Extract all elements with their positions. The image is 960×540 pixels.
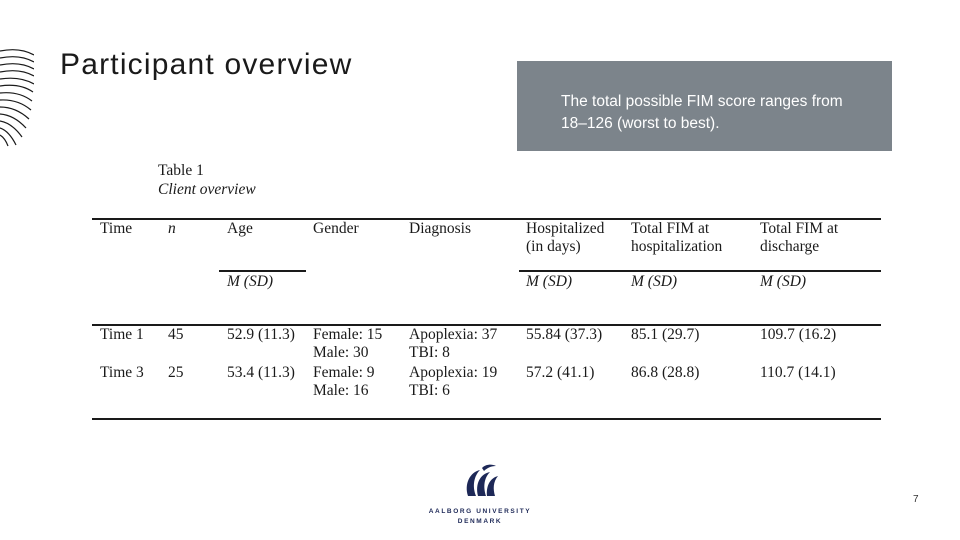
row2-time: Time 3 [100, 364, 144, 381]
row2-hospitalized: 57.2 (41.1) [526, 364, 595, 381]
header-hospitalized-line2: (in days) [526, 238, 581, 255]
row2-diagnosis-tbi: TBI: 6 [409, 382, 450, 399]
header-fim-hospitalization-line2: hospitalization [631, 238, 723, 255]
table-caption-subtitle: Client overview [158, 181, 256, 198]
table-bottom-rule [92, 418, 881, 420]
row1-diagnosis [409, 326, 497, 362]
header-time: Time [100, 220, 133, 237]
header-fim-discharge [760, 220, 838, 256]
row2-gender-male: Male: 16 [313, 382, 369, 399]
row2-diagnosis-apoplexia: Apoplexia: 19 [409, 364, 498, 381]
decorative-lines-graphic [0, 45, 34, 147]
page-number: 7 [913, 494, 919, 505]
header-n: n [168, 220, 176, 237]
row1-n: 45 [168, 326, 184, 343]
logo-university-name: AALBORG UNIVERSITY [428, 508, 532, 515]
header-age: Age [227, 220, 253, 237]
client-overview-table [92, 218, 881, 420]
row1-fim-discharge: 109.7 (16.2) [760, 326, 837, 343]
subheader-age: M (SD) [227, 273, 274, 290]
row1-diagnosis-apoplexia: Apoplexia: 37 [409, 326, 498, 343]
note-text: The total possible FIM score ranges from 18–126 (worst to best). [561, 93, 843, 132]
row1-diagnosis-tbi: TBI: 8 [409, 344, 450, 361]
subheader-fim-discharge: M (SD) [760, 273, 807, 290]
row2-gender [313, 364, 375, 400]
row1-gender [313, 326, 382, 362]
row1-hospitalized: 55.84 (37.3) [526, 326, 603, 343]
subheader-fim-hospitalization: M (SD) [631, 273, 678, 290]
row2-fim-hospitalization: 86.8 (28.8) [631, 364, 700, 381]
header-fim-discharge-line2: discharge [760, 238, 820, 255]
row2-diagnosis [409, 364, 497, 400]
header-fim-hospitalization-line1: Total FIM at [631, 220, 710, 237]
table-caption-title: Table 1 [158, 162, 204, 179]
row2-gender-female: Female: 9 [313, 364, 375, 381]
header-gender: Gender [313, 220, 359, 237]
row1-fim-hospitalization: 85.1 (29.7) [631, 326, 700, 343]
row2-n: 25 [168, 364, 184, 381]
header-diagnosis: Diagnosis [409, 220, 471, 237]
header-fim-hospitalization [631, 220, 722, 256]
age-subheader-rule [219, 270, 306, 272]
row1-age: 52.9 (11.3) [227, 326, 295, 343]
table-caption [158, 161, 256, 199]
row1-time: Time 1 [100, 326, 144, 343]
row2-fim-discharge: 110.7 (14.1) [760, 364, 836, 381]
slide-title: Participant overview [60, 48, 353, 81]
logo-country: DENMARK [457, 518, 503, 525]
header-hospitalized-line1: Hospitalized [526, 220, 605, 237]
university-seal-icon [460, 462, 500, 502]
row2-age: 53.4 (11.3) [227, 364, 295, 381]
row1-gender-female: Female: 15 [313, 326, 383, 343]
header-hospitalized [526, 220, 604, 256]
stats-subheader-rule [519, 270, 881, 272]
subheader-hospitalized: M (SD) [526, 273, 573, 290]
row1-gender-male: Male: 30 [313, 344, 369, 361]
header-fim-discharge-line1: Total FIM at [760, 220, 839, 237]
aalborg-university-logo [424, 462, 536, 525]
note-box [517, 61, 892, 151]
